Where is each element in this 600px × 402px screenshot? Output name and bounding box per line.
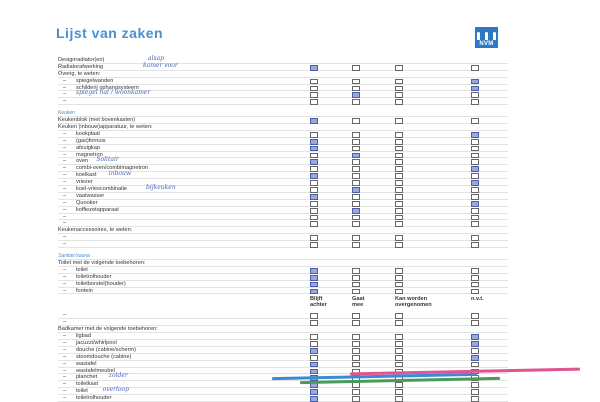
bullet-dash: – <box>63 98 67 105</box>
item-label: Toilet met de volgende toebehoren: <box>58 259 146 266</box>
list-item <box>58 91 508 98</box>
item-label: magnetron <box>76 151 103 158</box>
item-label: koffiezetapparaat <box>76 206 119 213</box>
item-label: (gas)fornuis <box>76 137 106 144</box>
item-label: Quooker <box>76 199 98 206</box>
item-label: koel-vriescombinatie <box>76 186 127 193</box>
item-label: toilet <box>76 266 88 273</box>
bullet-dash: – <box>63 367 67 374</box>
bullet-dash: – <box>63 199 67 206</box>
bullet-dash: – <box>63 312 67 319</box>
list-item <box>58 145 508 152</box>
item-label: wastafel <box>76 360 97 367</box>
item-label: fontein <box>76 287 93 294</box>
item-label: toiletrolhouder <box>76 273 112 280</box>
list-item <box>58 138 508 145</box>
bullet-dash: – <box>63 213 67 220</box>
section-heading <box>58 110 508 117</box>
item-label: toiletrolhouder <box>76 395 112 402</box>
checkbox-kan-worden-overgenomen[interactable] <box>395 396 403 402</box>
list-item <box>58 267 508 274</box>
bullet-dash: – <box>63 273 67 280</box>
bullet-dash: – <box>63 280 67 287</box>
bullet-dash: – <box>63 220 67 227</box>
list-item <box>58 193 508 200</box>
item-label: Radiatorafwerking <box>58 63 104 70</box>
item-label: toiletkast <box>76 381 99 388</box>
checkbox-blijft-achter[interactable] <box>310 396 318 402</box>
list-item <box>58 98 508 105</box>
logo-text: NVM <box>479 41 494 47</box>
item-label: stoomdouche (cabine) <box>76 353 132 360</box>
list-item <box>58 179 508 186</box>
item-label: schilderij ophangsysteem <box>76 84 139 91</box>
list-item <box>58 57 508 64</box>
bullet-dash: – <box>63 84 67 91</box>
column-header <box>395 296 432 308</box>
bullet-dash: – <box>63 388 67 395</box>
column-header-line: achter <box>310 302 327 309</box>
bullet-dash: – <box>63 172 67 179</box>
list-item <box>58 71 508 78</box>
item-label: oven <box>76 158 89 165</box>
bullet-dash: – <box>63 192 67 199</box>
column-headers <box>58 294 508 312</box>
list-item <box>58 241 508 248</box>
bullet-dash: – <box>63 91 67 98</box>
column-header <box>310 296 327 308</box>
list-item <box>58 281 508 288</box>
column-header-line: Kan worden <box>395 296 428 303</box>
checklist <box>58 57 508 402</box>
list-item <box>58 207 508 214</box>
bullet-dash: – <box>63 241 67 248</box>
bullet-dash: – <box>63 77 67 84</box>
bullet-dash: – <box>63 339 67 346</box>
item-label: Keukenaccessoires, te weten: <box>58 227 133 234</box>
item-label: combi-oven/combimagnetron <box>76 165 149 172</box>
bullet-dash: – <box>63 395 67 402</box>
item-label: Keukenblok (met bovenkasten) <box>58 117 136 124</box>
handwritten-note: alsap <box>148 55 164 62</box>
list-item <box>58 361 508 368</box>
column-header-line: mee <box>352 302 364 309</box>
item-label: spiegelwanden <box>76 77 114 84</box>
page-title: Lijst van zaken <box>56 25 164 41</box>
item-label: kookplaat <box>76 130 100 137</box>
item-label: planchet <box>76 374 98 381</box>
bullet-dash: – <box>63 158 67 165</box>
column-header <box>352 296 364 308</box>
column-header <box>471 296 484 302</box>
bullet-dash: – <box>63 346 67 353</box>
item-label: koelkast <box>76 172 97 179</box>
column-header-line: n.v.t. <box>471 296 484 303</box>
item-label: Designradiator(en) <box>58 57 105 63</box>
bullet-dash: – <box>63 353 67 360</box>
checkbox-gaat-mee[interactable] <box>352 396 360 402</box>
handwritten-note: inbouw <box>108 170 132 178</box>
column-header-line: overgenomen <box>395 302 432 309</box>
list-item <box>58 395 508 402</box>
list-item <box>58 158 508 165</box>
item-label: Badkamer met de volgende toebehoren: <box>58 326 158 333</box>
bullet-dash: – <box>63 360 67 367</box>
bullet-dash: – <box>63 266 67 273</box>
list-item <box>58 326 508 333</box>
list-item <box>58 312 508 319</box>
list-item <box>58 234 508 241</box>
list-item <box>58 117 508 124</box>
list-item <box>58 200 508 207</box>
list-item <box>58 131 508 138</box>
item-label: vriezer <box>76 179 93 186</box>
list-item <box>58 333 508 340</box>
list-item <box>58 274 508 281</box>
bullet-dash: – <box>63 381 67 388</box>
list-item <box>58 186 508 193</box>
list-item <box>58 388 508 395</box>
bullet-dash: – <box>63 179 67 186</box>
list-item <box>58 78 508 85</box>
bullet-dash: – <box>63 186 67 193</box>
bullet-dash: – <box>63 206 67 213</box>
handwritten-note: bijkeuken <box>146 184 176 192</box>
item-label: Overig, te weten: <box>58 70 101 77</box>
bullet-dash: – <box>63 130 67 137</box>
item-label: jacuzzi/whirlpool <box>76 339 117 346</box>
bullet-dash: – <box>63 144 67 151</box>
column-header-line: Gaat <box>352 296 365 303</box>
checkbox-nvt[interactable] <box>471 396 479 402</box>
list-item <box>58 152 508 159</box>
bullet-dash: – <box>63 234 67 241</box>
handwritten-note: Solitair <box>96 156 119 164</box>
handwritten-note: zolder <box>108 372 128 380</box>
bullet-dash: – <box>63 165 67 172</box>
handwritten-note: spiegel hal / woonkamer <box>76 89 151 97</box>
nvm-logo <box>475 27 498 48</box>
bullet-dash: – <box>63 319 67 326</box>
handwritten-note: overloop <box>102 386 129 394</box>
item-label: toiletborstel(houder) <box>76 280 126 287</box>
list-item <box>58 220 508 227</box>
item-label: Keuken <box>58 110 75 117</box>
item-label: wastafelmeubel <box>76 367 115 374</box>
logo-mark-icon <box>475 27 498 40</box>
list-item <box>58 61 508 71</box>
item-label: douche (cabine/scherm) <box>76 346 137 353</box>
bullet-dash: – <box>63 137 67 144</box>
bullet-dash: – <box>63 151 67 158</box>
list-item <box>58 288 508 295</box>
column-header-line: Blijft <box>310 296 323 303</box>
handwritten-note: kamer voor <box>143 61 178 69</box>
item-label: Keuken (inbouw)apparatuur, te weten: <box>58 124 153 131</box>
item-label: afzuigkap <box>76 144 100 151</box>
list-item <box>58 354 508 361</box>
bullet-dash: – <box>63 374 67 381</box>
item-label: ligbad <box>76 333 91 340</box>
bullet-dash: – <box>63 333 67 340</box>
list-item <box>58 214 508 221</box>
item-label: vaatwasser <box>76 192 105 199</box>
item-label: toilet <box>76 388 88 395</box>
list-item <box>58 319 508 326</box>
list-item <box>58 260 508 267</box>
bullet-dash: – <box>63 287 67 294</box>
list-item <box>58 340 508 347</box>
list-item <box>58 347 508 354</box>
item-label: Sanitair/sauna <box>58 253 90 260</box>
section-heading <box>58 253 508 260</box>
list-item <box>58 227 508 234</box>
list-item <box>58 172 508 179</box>
list-item <box>58 124 508 131</box>
